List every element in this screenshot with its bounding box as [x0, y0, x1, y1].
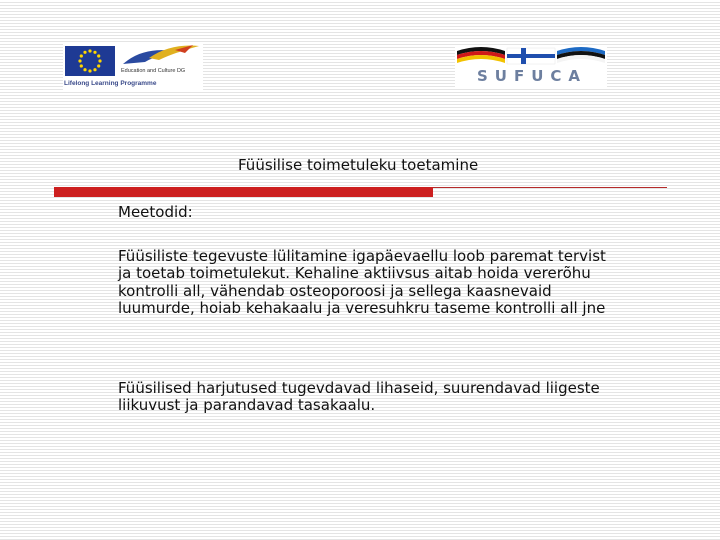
eu-dg-label: Education and Culture DG [121, 68, 186, 74]
page-title: Füüsilise toimetuleku toetamine [238, 156, 479, 174]
title-underline-thin [433, 187, 667, 188]
eu-lifelong-learning-logo [63, 44, 203, 92]
body-paragraph-2: Füüsilised harjutused tugevdavad lihaseid, suurendavad liigeste liikuvust ja parandavad tasakaalu. [118, 379, 600, 415]
sufuca-logo [455, 45, 607, 87]
title-underline-thick [54, 187, 433, 197]
flags-banner-icon [455, 45, 607, 69]
section-subtitle: Meetodid: [118, 203, 193, 221]
sufuca-wordmark: SUFUCA [476, 67, 588, 85]
eu-programme-label: Lifelong Learning Programme [64, 80, 157, 87]
body-paragraph-1: Füüsiliste tegevuste lülitamine igapäevaellu loob paremat tervist ja toetab toimetulekut. Kehaline aktiivsus aitab hoida vererõhu kontrolli all, vähendab osteoporoosi ja sellega kaasnevaid luumurde, hoiab kehakaalu ja veresuhkru taseme kontrolli all jne [118, 247, 606, 318]
bird-icon [119, 44, 201, 66]
eu-flag-icon [65, 46, 115, 76]
